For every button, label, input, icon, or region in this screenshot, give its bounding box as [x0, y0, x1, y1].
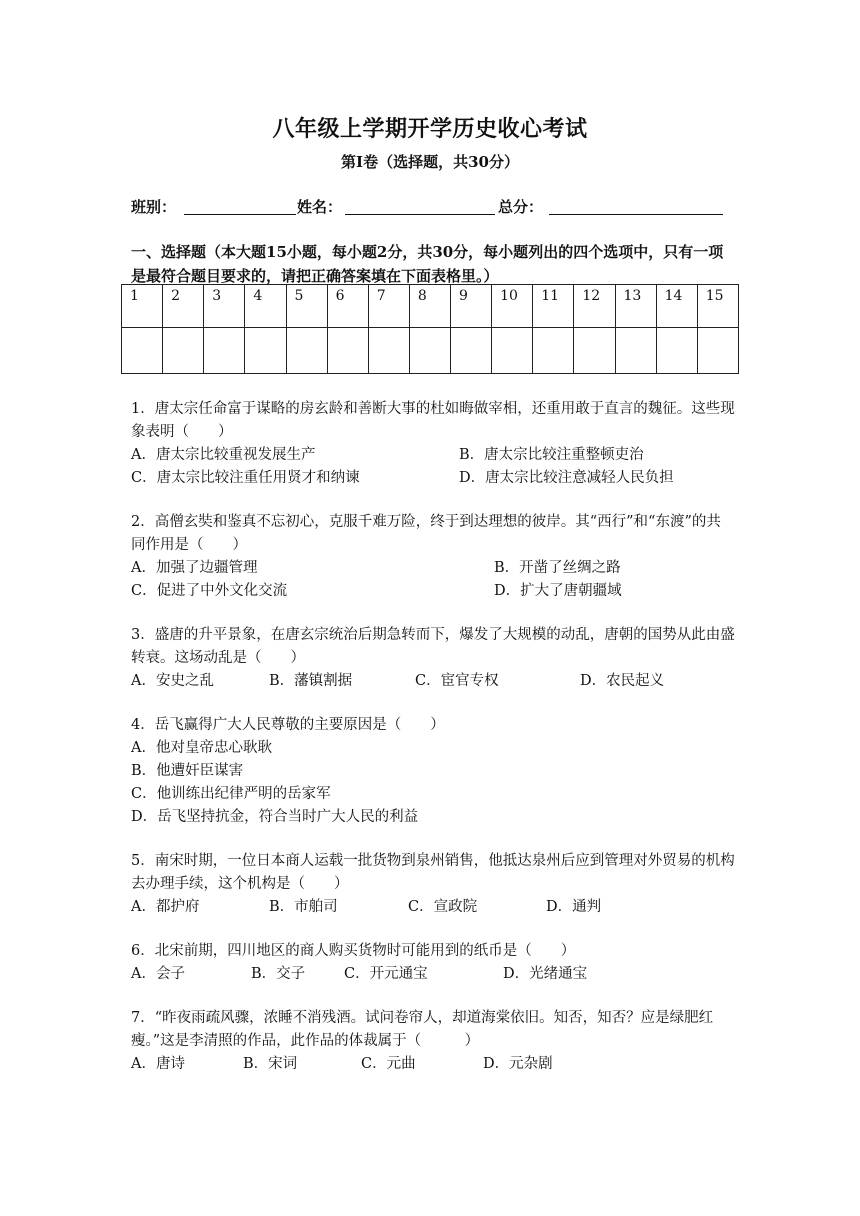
option-a[interactable]: A．会子 — [131, 966, 185, 982]
option-row — [131, 467, 735, 490]
answer-cell[interactable] — [327, 328, 368, 374]
question-stem: 2．高僧玄奘和鉴真不忘初心，克服千难万险，终于到达理想的彼岸。其“西行”和“东渡”的共同作用是（ ） — [131, 514, 721, 553]
option-row — [131, 580, 735, 603]
option-b[interactable]: B．藩镇割据 — [269, 673, 353, 689]
option-a[interactable]: A．加强了边疆管理 — [131, 560, 258, 576]
option-a[interactable]: A．他对皇帝忠心耿耿 — [131, 740, 272, 756]
question-number-cell: 4 — [245, 285, 286, 328]
option-c[interactable]: C．唐太宗比较注重任用贤才和纳谏 — [131, 470, 360, 486]
option-a[interactable]: A．都护府 — [131, 899, 200, 915]
answer-cell[interactable] — [492, 328, 533, 374]
question-list — [131, 398, 735, 1097]
option-row — [131, 896, 735, 919]
section-heading: 一、选择题（本大题15小题，每小题2分，共30分，每小题列出的四个选项中，只有一项是最符合题目要求的，请把正确答案填在下面表格里。） — [131, 243, 724, 285]
question-number-cell: 6 — [327, 285, 368, 328]
question-stem: 4．岳飞赢得广大人民尊敬的主要原因是（ ） — [131, 717, 445, 733]
answer-cell[interactable] — [409, 328, 450, 374]
answer-cell[interactable] — [533, 328, 574, 374]
option-b[interactable]: B．唐太宗比较注重整顿吏治 — [459, 447, 644, 463]
option-d[interactable]: D．岳飞坚持抗金，符合当时广大人民的利益 — [131, 809, 419, 825]
answer-table-answer-row — [122, 328, 739, 374]
question-number-cell: 1 — [122, 285, 163, 328]
option-b[interactable]: B．他遭奸臣谋害 — [131, 763, 244, 779]
answer-cell[interactable] — [697, 328, 738, 374]
name-label: 姓名： — [297, 198, 343, 216]
question-number-cell: 15 — [697, 285, 738, 328]
option-c[interactable]: C．促进了中外文化交流 — [131, 583, 288, 599]
question-number-cell: 13 — [615, 285, 656, 328]
option-row — [131, 963, 735, 986]
question-3 — [131, 624, 735, 693]
name-blank[interactable] — [345, 214, 495, 215]
question-number-cell: 14 — [656, 285, 697, 328]
answer-cell[interactable] — [163, 328, 204, 374]
option-d[interactable]: D．唐太宗比较注意减轻人民负担 — [459, 470, 674, 486]
answer-cell[interactable] — [122, 328, 163, 374]
exam-subtitle: 第Ⅰ卷（选择题，共30分） — [341, 153, 519, 171]
question-stem: 1．唐太宗任命富于谋略的房玄龄和善断大事的杜如晦做宰相，还重用敢于直言的魏征。这些现象表明（ ） — [131, 401, 735, 440]
option-d[interactable]: D．扩大了唐朝疆域 — [494, 583, 622, 599]
question-6 — [131, 940, 735, 986]
option-b[interactable]: B．交子 — [251, 966, 306, 982]
option-b[interactable]: B．开凿了丝绸之路 — [494, 560, 621, 576]
option-c[interactable]: C．宣政院 — [408, 899, 478, 915]
score-blank[interactable] — [549, 214, 723, 215]
question-number-cell: 7 — [368, 285, 409, 328]
question-5 — [131, 850, 735, 919]
question-stem: 3．盛唐的升平景象，在唐玄宗统治后期急转而下，爆发了大规模的动乱，唐朝的国势从此由盛转衰。这场动乱是（ ） — [131, 627, 735, 666]
question-number-cell: 12 — [574, 285, 615, 328]
option-c[interactable]: C．他训练出纪律严明的岳家军 — [131, 786, 331, 802]
student-info-row — [131, 196, 731, 218]
option-c[interactable]: C．宦官专权 — [415, 673, 499, 689]
exam-title: 八年级上学期开学历史收心考试 — [272, 116, 588, 142]
option-a[interactable]: A．安史之乱 — [131, 673, 214, 689]
question-1 — [131, 398, 735, 490]
option-row — [131, 444, 735, 467]
question-number-cell: 8 — [409, 285, 450, 328]
question-2 — [131, 511, 735, 603]
question-number-cell: 5 — [286, 285, 327, 328]
option-d[interactable]: D．农民起义 — [580, 673, 665, 689]
option-row — [131, 1053, 735, 1076]
score-label: 总分： — [498, 198, 544, 216]
question-number-cell: 11 — [533, 285, 574, 328]
class-blank[interactable] — [184, 214, 296, 215]
answer-cell[interactable] — [245, 328, 286, 374]
answer-cell[interactable] — [286, 328, 327, 374]
question-stem: 5．南宋时期，一位日本商人运载一批货物到泉州销售，他抵达泉州后应到管理对外贸易的机构去办理手续，这个机构是（ ） — [131, 853, 735, 892]
answer-cell[interactable] — [656, 328, 697, 374]
option-a[interactable]: A．唐太宗比较重视发展生产 — [131, 447, 316, 463]
question-number-cell: 2 — [163, 285, 204, 328]
answer-cell[interactable] — [574, 328, 615, 374]
answer-cell[interactable] — [615, 328, 656, 374]
answer-cell[interactable] — [368, 328, 409, 374]
question-number-cell: 3 — [204, 285, 245, 328]
option-b[interactable]: B．市舶司 — [269, 899, 338, 915]
option-d[interactable]: D．光绪通宝 — [503, 966, 588, 982]
option-d[interactable]: D．通判 — [546, 899, 602, 915]
question-stem: 7．“昨夜雨疏风骤，浓睡不消残酒。试问卷帘人，却道海棠依旧。知否，知否？应是绿肥红瘦。”这是李清照的作品，此作品的体裁属于（ ） — [131, 1010, 714, 1049]
question-stem: 6．北宋前期，四川地区的商人购买货物时可能用到的纸币是（ ） — [131, 943, 576, 959]
option-c[interactable]: C．元曲 — [361, 1056, 416, 1072]
option-c[interactable]: C．开元通宝 — [344, 966, 428, 982]
option-row — [131, 557, 735, 580]
option-d[interactable]: D．元杂剧 — [483, 1056, 553, 1072]
question-4 — [131, 714, 735, 829]
option-row — [131, 670, 735, 693]
option-a[interactable]: A．唐诗 — [131, 1056, 185, 1072]
class-label: 班别： — [131, 198, 177, 216]
answer-table — [121, 284, 739, 374]
answer-cell[interactable] — [204, 328, 245, 374]
answer-table-number-row — [122, 285, 739, 328]
answer-cell[interactable] — [451, 328, 492, 374]
question-number-cell: 9 — [451, 285, 492, 328]
option-b[interactable]: B．宋词 — [243, 1056, 298, 1072]
question-number-cell: 10 — [492, 285, 533, 328]
question-7 — [131, 1007, 735, 1076]
